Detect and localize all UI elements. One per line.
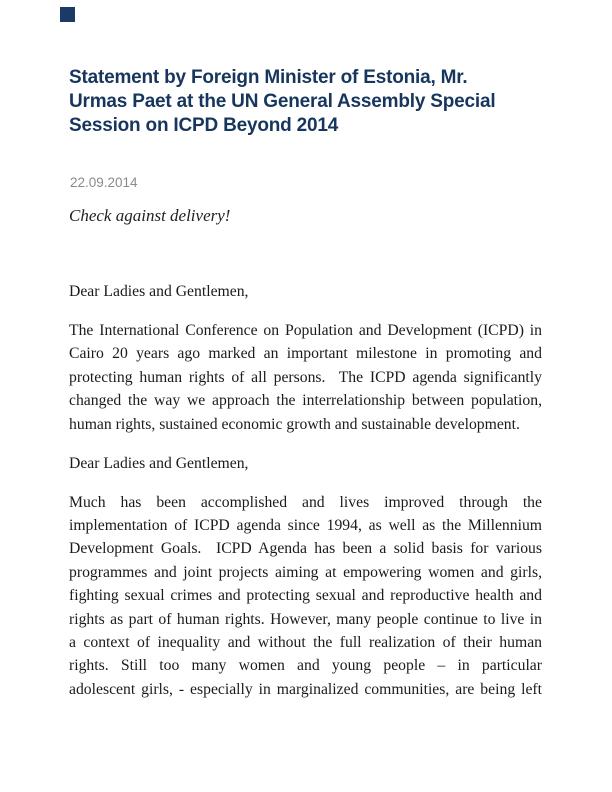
text-line: The International Conference on Population and Development (ICPD) in: [69, 322, 542, 339]
text-line: adolescent girls, - especially in marginalized communities, are being left: [69, 680, 542, 698]
text-line: Dear Ladies and Gentlemen,: [69, 454, 249, 472]
text-line: Dear Ladies and Gentlemen,: [69, 283, 249, 300]
salutation: [69, 280, 542, 303]
document-body: [69, 280, 542, 717]
text-line: a context of inequality and without the full realization of their human: [69, 634, 542, 652]
logo-square: [60, 7, 75, 22]
text-line: Development Goals. ICPD Agenda has been a solid basis for various: [69, 540, 542, 558]
salutation: [69, 452, 542, 475]
body-paragraph: [69, 319, 542, 436]
date-label: 22.09.2014: [70, 175, 138, 190]
text-line: rights. Still too many women and young people – in particular: [69, 657, 542, 675]
text-line: Much has been accomplished and lives improved through the: [69, 493, 542, 511]
title-line: Urmas Paet at the UN General Assembly Special: [69, 91, 496, 112]
text-line: implementation of ICPD agenda since 1994, as well as the Millennium: [69, 517, 542, 535]
body-paragraph: [69, 491, 542, 702]
page-title: [69, 66, 569, 138]
text-line: human rights, sustained economic growth and sustainable development.: [69, 415, 520, 433]
text-line: fighting sexual crimes and protecting sexual and reproductive health and: [69, 587, 542, 605]
title-line: Session on ICPD Beyond 2014: [69, 115, 339, 136]
text-line: rights as part of human rights. However, many people continue to live in: [69, 610, 542, 628]
text-line: programmes and joint projects aiming at empowering women and girls,: [69, 563, 542, 581]
delivery-notice: Check against delivery!: [69, 206, 231, 225]
text-line: Cairo 20 years ago marked an important milestone in promoting and: [69, 345, 542, 363]
title-line: Statement by Foreign Minister of Estonia, Mr.: [69, 67, 468, 88]
text-line: protecting human rights of all persons. The ICPD agenda significantly: [69, 368, 542, 386]
text-line: changed the way we approach the interrelationship between population,: [69, 392, 542, 410]
